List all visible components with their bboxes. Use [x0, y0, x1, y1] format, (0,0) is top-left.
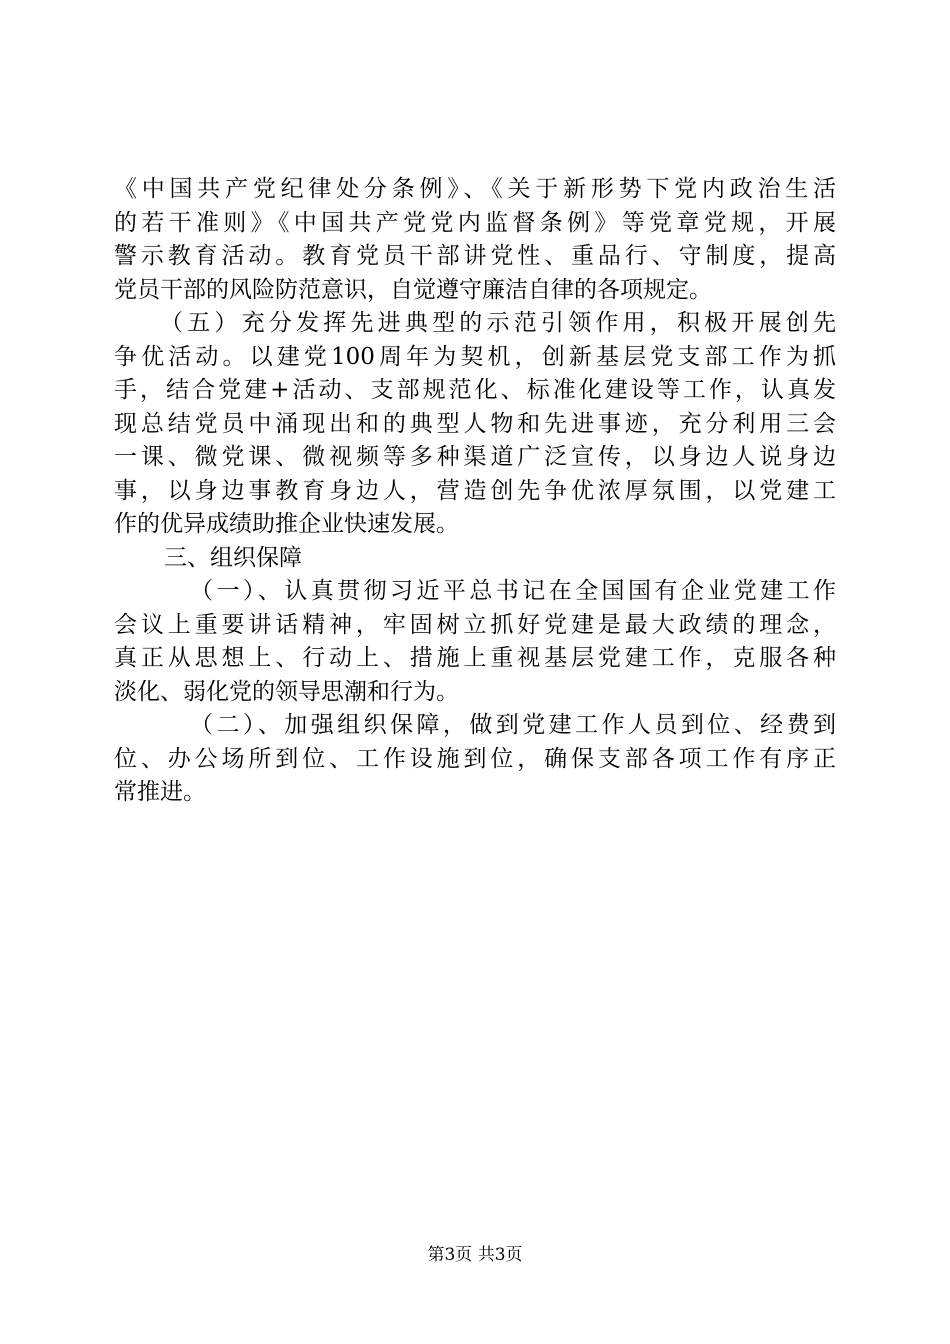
text-line: 作的优异成绩助推企业快速发展。 [114, 511, 459, 537]
text-line: 《中国共产党纪律处分条例》、《关于新形势下党内政治生活 [114, 176, 836, 202]
text-line: 真正从思想上、行动上、措施上重视基层党建工作，克服各种 [114, 645, 836, 671]
paragraph-five-first-line: （五）充分发挥先进典型的示范引领作用，积极开展创先 [160, 310, 836, 336]
text-line: 淡化、弱化党的领导思潮和行为。 [114, 678, 459, 705]
text-line: 警示教育活动。教育党员干部讲党性、重品行、守制度，提高 [114, 243, 836, 269]
text-line: 常推进。 [114, 779, 206, 805]
text-line: 争优活动。以建党100周年为契机，创新基层党支部工作为抓 [114, 343, 836, 370]
paragraph-two-first-line: （二）、加强组织保障，做到党建工作人员到位、经费到 [190, 712, 836, 738]
text-line: 位、办公场所到位、工作设施到位，确保支部各项工作有序正 [114, 745, 836, 772]
paragraph-one-first-line: （一）、认真贯彻习近平总书记在全国国有企业党建工作 [190, 578, 836, 604]
text-line: 会议上重要讲话精神，牢固树立抓好党建是最大政绩的理念， [114, 611, 836, 638]
text-line: 事，以身边事教育身边人，营造创先争优浓厚氛围，以党建工 [114, 477, 836, 504]
text-line: 手，结合党建+活动、支部规范化、标准化建设等工作，认真发 [114, 377, 836, 403]
text-line: 现总结党员中涌现出和的典型人物和先进事迹，充分利用三会 [114, 410, 836, 437]
text-line: 一课、微党课、微视频等多种渠道广泛宣传，以身边人说身边 [114, 444, 836, 470]
text-line: 党员干部的风险防范意识，自觉遵守廉洁自律的各项规定。 [114, 276, 712, 303]
text-line: 的若干准则》《中国共产党党内监督条例》等党章党规，开展 [114, 209, 836, 236]
section-heading: 三、组织保障 [164, 544, 302, 571]
page-number-footer: 第3页 共3页 [427, 1245, 523, 1265]
document-body [114, 173, 836, 810]
